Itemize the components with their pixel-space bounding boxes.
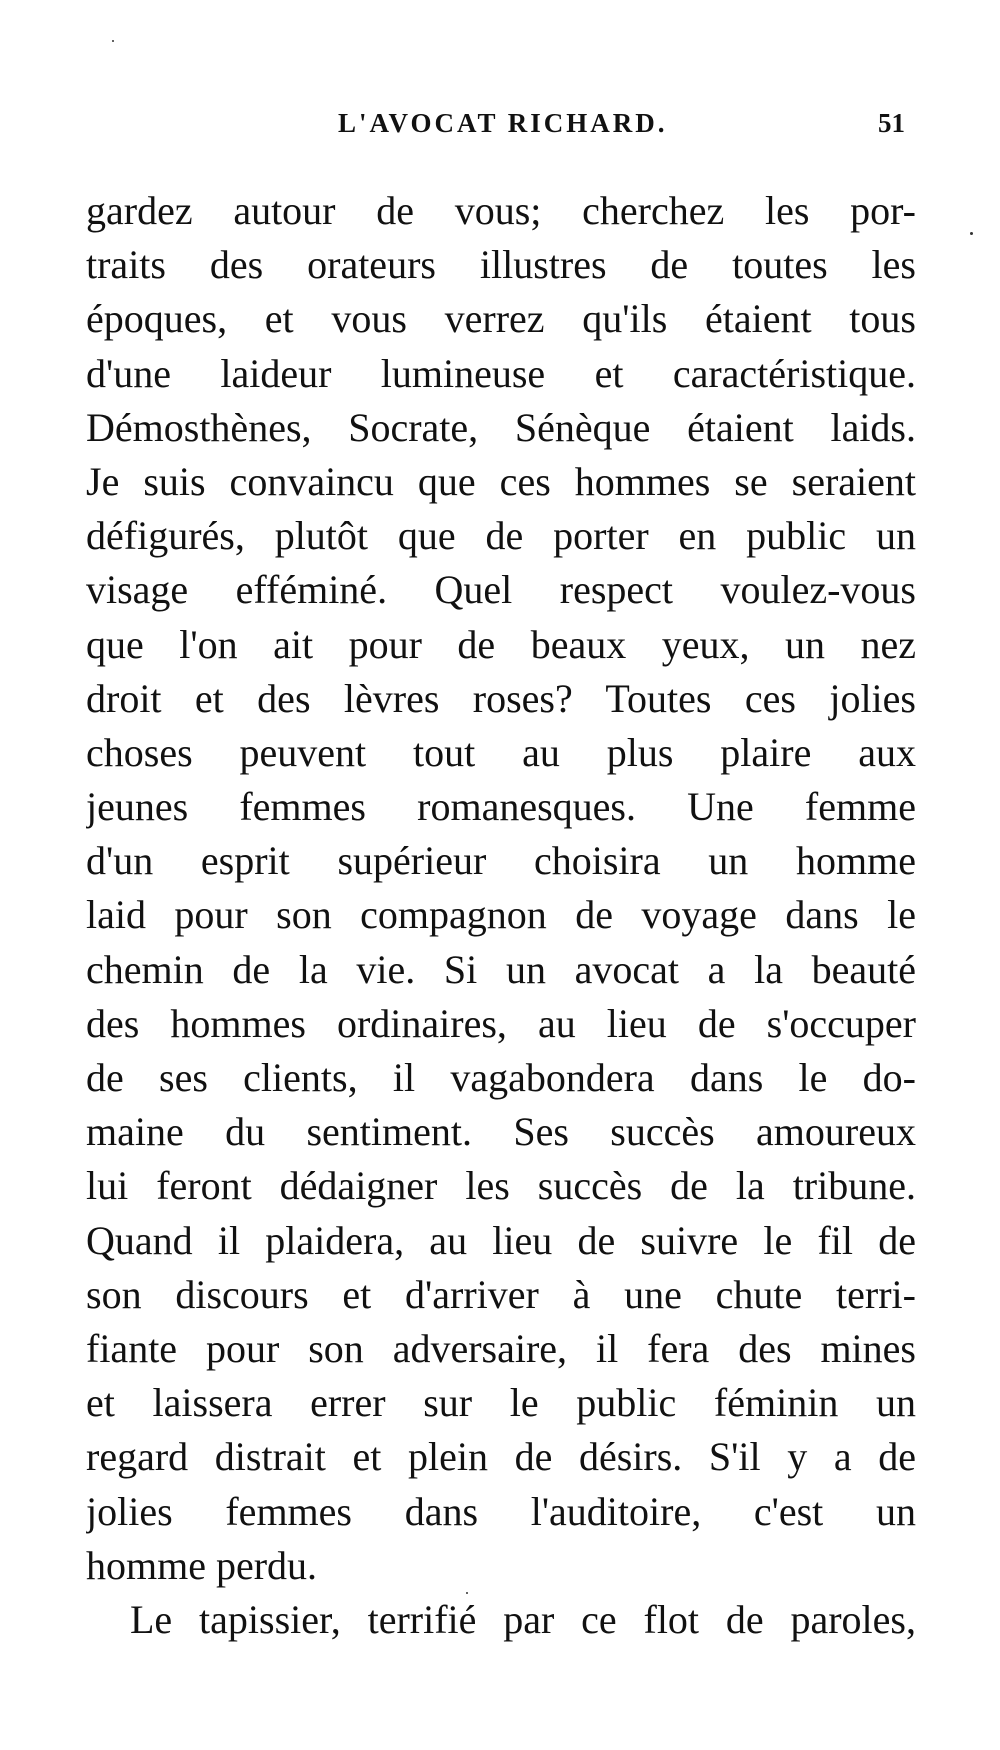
text-line: défigurés, plutôt que de porter en public un xyxy=(86,513,916,559)
text-line: Quand il plaidera, au lieu de suivre le fil de xyxy=(86,1217,916,1263)
text-line: d'une laideur lumineuse et caractéristique. xyxy=(86,350,916,396)
text-line: Démosthènes, Socrate, Sénèque étaient laids. xyxy=(86,404,916,450)
text-line: gardez autour de vous; cherchez les por- xyxy=(86,188,916,233)
text-line: Le tapissier, terrifié par ce flot de paroles, xyxy=(130,1596,916,1642)
scan-speck xyxy=(112,40,114,42)
text-line: visage efféminé. Quel respect voulez-vous xyxy=(86,567,916,613)
text-line: homme perdu. xyxy=(86,1542,318,1588)
text-line: époques, et vous verrez qu'ils étaient tous xyxy=(86,296,916,342)
text-line: chemin de la vie. Si un avocat a la beauté xyxy=(86,946,916,992)
text-line: que l'on ait pour de beaux yeux, un nez xyxy=(86,621,916,667)
text-line: droit et des lèvres roses? Toutes ces jolies xyxy=(86,675,916,721)
text-line: choses peuvent tout au plus plaire aux xyxy=(86,729,916,775)
text-line: maine du sentiment. Ses succès amoureux xyxy=(86,1109,916,1155)
text-line: et laissera errer sur le public féminin un xyxy=(86,1380,916,1426)
text-line: d'un esprit supérieur choisira un homme xyxy=(86,838,916,884)
text-line: Je suis convaincu que ces hommes se seraient xyxy=(86,458,916,504)
text-line: lui feront dédaigner les succès de la tribune. xyxy=(86,1163,916,1209)
scan-speck xyxy=(466,1592,468,1594)
running-title: L'AVOCAT RICHARD. xyxy=(338,108,668,138)
text-line: traits des orateurs illustres de toutes les xyxy=(86,242,916,288)
text-line: de ses clients, il vagabondera dans le do- xyxy=(86,1055,916,1100)
running-head xyxy=(0,108,1000,148)
text-line: fiante pour son adversaire, il fera des mines xyxy=(86,1325,916,1371)
text-line: son discours et d'arriver à une chute terri- xyxy=(86,1271,916,1317)
text-line: regard distrait et plein de désirs. S'il y a de xyxy=(86,1434,916,1480)
page-number: 51 xyxy=(878,108,905,138)
text-line: jolies femmes dans l'auditoire, c'est un xyxy=(86,1488,916,1534)
scan-speck xyxy=(970,232,973,235)
text-line: laid pour son compagnon de voyage dans le xyxy=(86,892,916,938)
text-line: des hommes ordinaires, au lieu de s'occuper xyxy=(86,1000,916,1046)
body-text xyxy=(86,184,916,1647)
text-line: jeunes femmes romanesques. Une femme xyxy=(86,784,916,830)
